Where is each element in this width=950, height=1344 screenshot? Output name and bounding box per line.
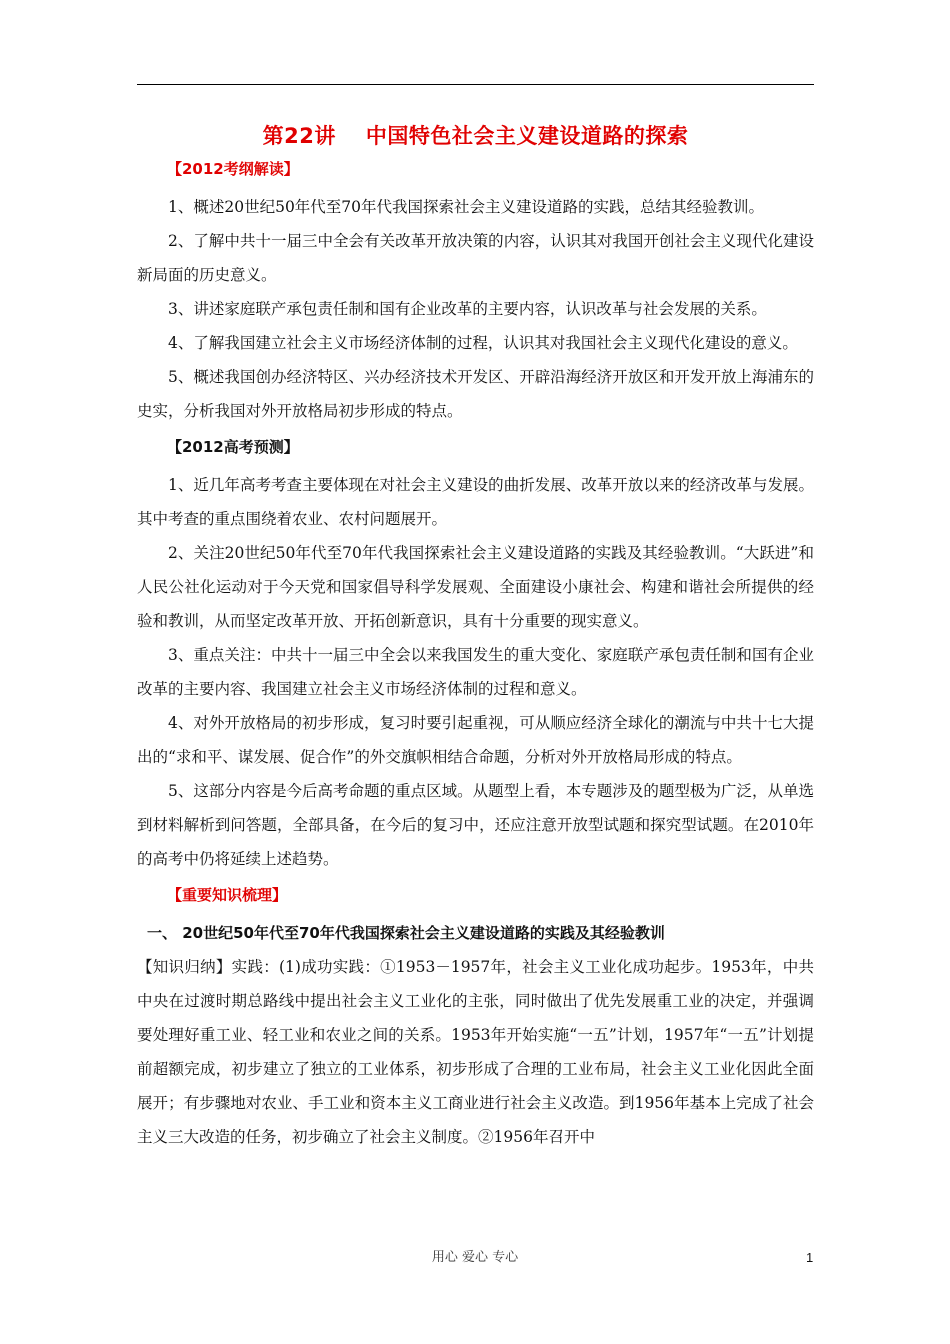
footer-text: 用心 爱心 专心 [431,1250,519,1265]
header-rule [137,84,814,85]
outline-item-4: 4、了解我国建立社会主义市场经济体制的过程，认识其对我国社会主义现代化建设的意义。 [168,334,798,352]
knowledge-heading: 【重要知识梳理】 [167,886,288,904]
page-title [137,120,814,152]
forecast-heading: 【2012高考预测】 [167,438,299,456]
lecture-title: 中国特色社会主义建设道路的探索 [365,124,689,148]
knowledge-subheading: 一、 20世纪50年代至70年代我国探索社会主义建设道路的实践及其经验教训 [147,924,665,942]
document-body [137,100,814,1154]
outline-item-5: 5、概述我国创办经济特区、兴办经济技术开发区、开辟沿海经济开放区和开发开放上海浦东的史实，分析我国对外开放格局初步形成的特点。 [137,368,814,420]
forecast-item-2: 2、关注20世纪50年代至70年代我国探索社会主义建设道路的实践及其经验教训。“大跃进”和人民公社化运动对于今天党和国家倡导科学发展观、全面建设小康社会、构建和谐社会所提供的经验和教训，从而坚定改革开放、开拓创新意识，具有十分重要的现实意义。 [137,544,814,630]
outline-item-2: 2、了解中共十一届三中全会有关改革开放决策的内容，认识其对我国开创社会主义现代化建设新局面的历史意义。 [137,232,814,284]
page-number: 1 [806,1250,814,1265]
outline-item-3: 3、讲述家庭联产承包责任制和国有企业改革的主要内容，认识改革与社会发展的关系。 [168,300,767,318]
lecture-number: 第22讲 [262,124,336,148]
knowledge-body: 【知识归纳】实践：(1)成功实践：①1953－1957年，社会主义工业化成功起步。1953年，中共中央在过渡时期总路线中提出社会主义工业化的主张，同时做出了优先发展重工业的决定，并强调要处理好重工业、轻工业和农业之间的关系。1953年开始实施“一五”计划，1957年“一五”计划提前超额完成，初步建立了独立的工业体系，初步形成了合理的工业布局，社会主义工业化因此全面展开；有步骤地对农业、手工业和资本主义工商业进行社会主义改造。到1956年基本上完成了社会主义三大改造的任务，初步确立了社会主义制度。②1956年召开中 [137,958,814,1146]
forecast-item-1: 1、近几年高考考查主要体现在对社会主义建设的曲折发展、改革开放以来的经济改革与发展。其中考查的重点围绕着农业、农村问题展开。 [137,476,814,528]
outline-item-1: 1、概述20世纪50年代至70年代我国探索社会主义建设道路的实践，总结其经验教训。 [168,198,765,216]
outline-heading: 【2012考纲解读】 [167,160,299,178]
forecast-item-3: 3、重点关注：中共十一届三中全会以来我国发生的重大变化、家庭联产承包责任制和国有企业改革的主要内容、我国建立社会主义市场经济体制的过程和意义。 [137,646,814,698]
forecast-item-5: 5、这部分内容是今后高考命题的重点区域。从题型上看，本专题涉及的题型极为广泛，从单选到材料解析到问答题，全部具备，在今后的复习中，还应注意开放型试题和探究型试题。在2010年的高考中仍将延续上述趋势。 [137,782,814,868]
forecast-item-4: 4、对外开放格局的初步形成，复习时要引起重视，可从顺应经济全球化的潮流与中共十七大提出的“求和平、谋发展、促合作”的外交旗帜相结合命题，分析对外开放格局形成的特点。 [137,714,814,766]
